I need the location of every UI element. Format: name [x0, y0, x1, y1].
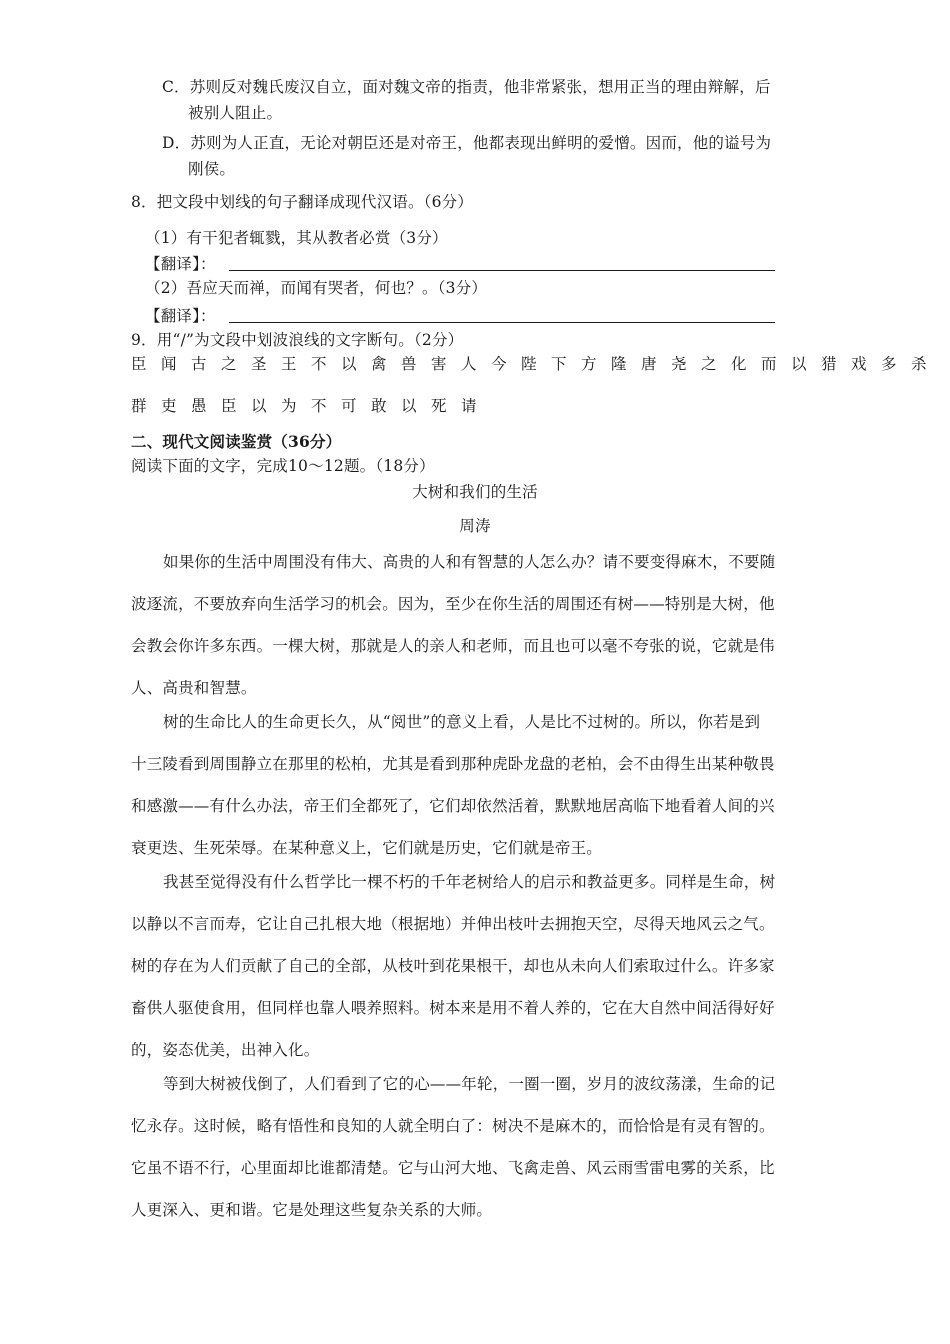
article-p2-line4: 衰更迭、生死荣辱。在某种意义上，它们就是历史，它们就是帝王。 — [131, 839, 603, 857]
answer-line-2 — [229, 322, 775, 323]
article-p4-line3: 它虽不语不行，心里面却比谁都清楚。它与山河大地、飞禽走兽、风云雨雪雷电雾的关系，比 — [131, 1159, 775, 1177]
article-p2-line2: 十三陵看到周围静立在那里的松柏，尤其是看到那种虎卧龙盘的老柏，会不由得生出某种敬畏 — [131, 755, 775, 773]
article-p1-line3: 会教会你许多东西。一棵大树，那就是人的亲人和老师，而且也可以毫不夸张的说，它就是伟 — [131, 637, 775, 655]
article-p4-line2: 忆永存。这时候，略有悟性和良知的人就全明白了：树决不是麻木的，而恰恰是有灵有智的。 — [131, 1117, 775, 1135]
article-title: 大树和我们的生活 — [412, 483, 538, 501]
option-d-line2: 刚侯。 — [188, 160, 236, 178]
option-d-line1: D．苏则为人正直，无论对朝臣还是对帝王，他都表现出鲜明的爱憎。因而，他的谥号为 — [162, 134, 772, 152]
article-p4-line1: 等到大树被伐倒了，人们看到了它的心——年轮，一圈一圈，岁月的波纹荡漾，生命的记 — [163, 1075, 776, 1093]
section-2-heading: 二、现代文阅读鉴赏（36分） — [131, 432, 342, 451]
translate-label-1: 【翻译】： — [145, 255, 216, 273]
answer-line-1 — [229, 270, 775, 271]
article-p1-line1: 如果你的生活中周围没有伟大、高贵的人和有智慧的人怎么办？请不要变得麻木，不要随 — [163, 553, 776, 571]
question-9-text-line1: 臣闻古之圣王不以禽兽害人今陛下方隆唐尧之化而以猎戏多杀 — [131, 355, 942, 373]
option-c-line2: 被别人阻止。 — [188, 104, 283, 122]
article-p4-line4: 人更深入、更和谐。它是处理这些复杂关系的大师。 — [131, 1201, 493, 1219]
article-p3-line3: 树的存在为人们贡献了自己的全部，从枝叶到花果根干，却也从未向人们索取过什么。许多家 — [131, 957, 775, 975]
translate-label-2: 【翻译】： — [145, 307, 216, 325]
question-8-item2: （2）吾应天而禅，而闻有哭者，何也？。（3分） — [145, 279, 488, 297]
article-p3-line5: 的，姿态优美，出神入化。 — [131, 1041, 320, 1059]
article-author: 周涛 — [459, 517, 491, 535]
article-p3-line2: 以静以不言而寿，它让自己扎根大地（根据地）并伸出枝叶去拥抱天空，尽得天地风云之气。 — [131, 915, 775, 933]
option-c-line1: C．苏则反对魏氏废汉自立，面对魏文帝的指责，他非常紧张，想用正当的理由辩解，后 — [162, 78, 771, 96]
question-8-title: 8．把文段中划线的句子翻译成现代汉语。（6分） — [131, 193, 474, 211]
article-p2-line3: 和感激——有什么办法，帝王们全都死了，它们却依然活着，默默地居高临下地看着人间的兴 — [131, 797, 775, 815]
article-p3-line1: 我甚至觉得没有什么哲学比一棵不朽的千年老树给人的启示和教益更多。同样是生命，树 — [163, 873, 776, 891]
question-9-text-line2: 群吏愚臣以为不可敢以死请 — [131, 397, 492, 415]
question-8-item1: （1）有干犯者辄戮，其从教者必赏（3分） — [145, 229, 448, 247]
article-p3-line4: 畜供人驱使食用，但同样也靠人喂养照料。树本来是用不着人养的，它在大自然中间活得好好 — [131, 999, 775, 1017]
section-2-instruction: 阅读下面的文字，完成10～12题。（18分） — [131, 457, 435, 475]
question-9-title: 9．用“/”为文段中划波浪线的文字断句。（2分） — [131, 331, 464, 349]
article-p2-line1: 树的生命比人的生命更长久，从“阅世”的意义上看，人是比不过树的。所以，你若是到 — [163, 713, 761, 731]
article-p1-line2: 波逐流，不要放弃向生活学习的机会。因为，至少在你生活的周围还有树——特别是大树，他 — [131, 595, 775, 613]
article-p1-line4: 人、高贵和智慧。 — [131, 679, 257, 697]
